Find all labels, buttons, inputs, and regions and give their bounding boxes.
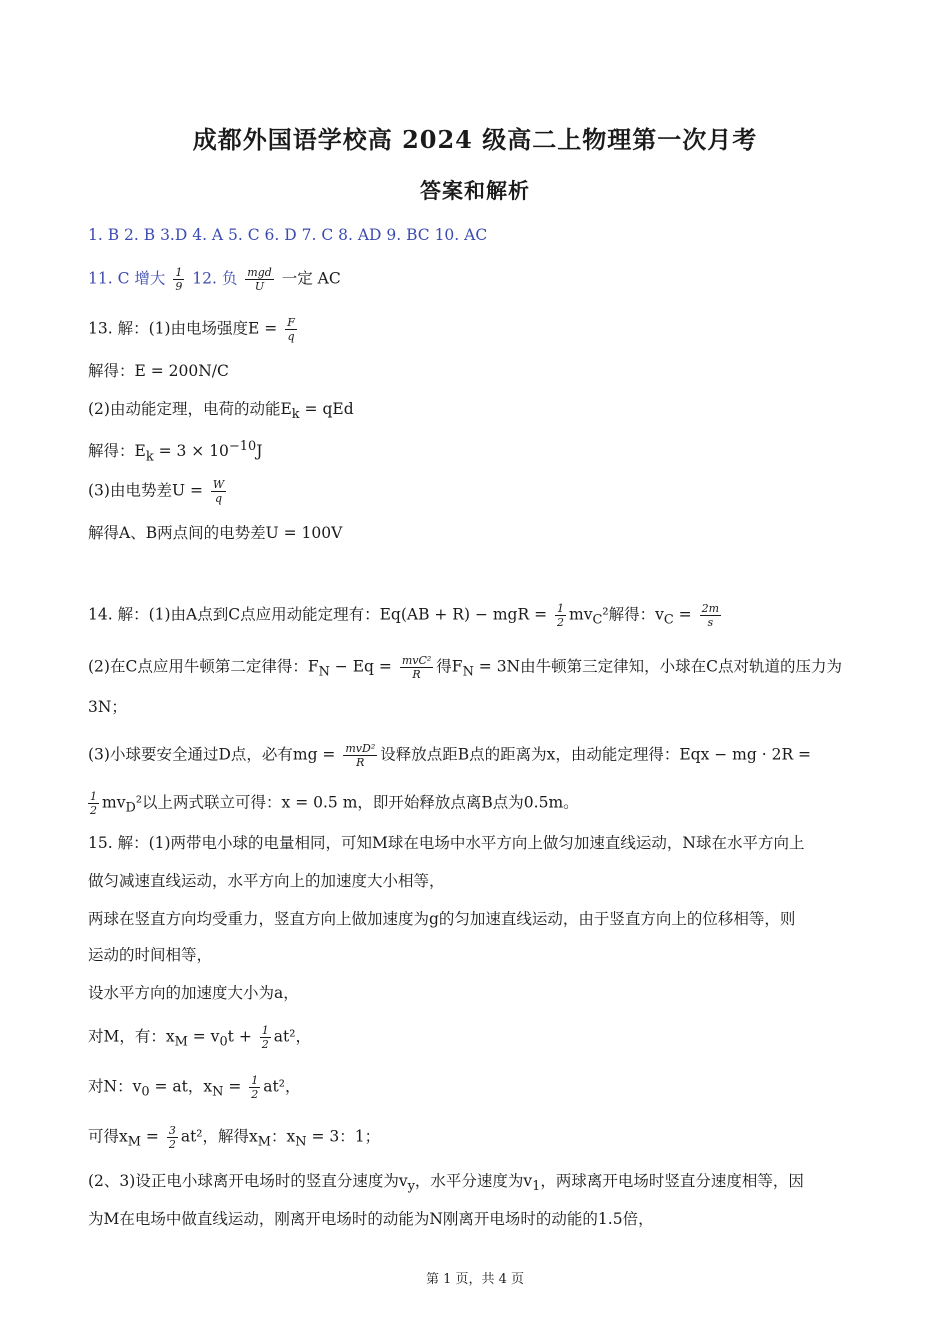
q15-line-4: 运动的时间相等， xyxy=(88,946,213,964)
q15-line-2: 做匀减速直线运动，水平方向上的加速度大小相等， xyxy=(88,872,445,890)
q14-line-1: 14. 解：(1)由A点到C点应用动能定理有：Eq(AB + R) − mgR = $\frac{1}{2}$ $mv_C^2$解得：$v_C$ = $\frac{2m}{s}$ xyxy=(88,602,720,629)
fraction: $\frac{\text{mgd}}{U}$ xyxy=(247,266,272,293)
q14-line-4: (3)小球要安全通过D点，必有mg = $\frac{\text{mvD²}}{R}$ 设释放点距B点的距离为x，由动能定理得：Eqx − mg · 2R = xyxy=(88,742,812,769)
q14-line-5: $\frac{1}{2}$ $mv_D^2$以上两式联立可得：x = 0.5 m，即开始释放点离B点为0.5m。 xyxy=(90,790,579,817)
q15-line-6: 对M，有：$x_M = v_0t$ + $\frac{1}{2}$ at²， xyxy=(88,1024,311,1051)
q15-line-10: 为M在电场中做直线运动，刚离开电场时的动能为N刚离开电场时的动能的1.5倍， xyxy=(88,1210,654,1228)
page-title: 成都外国语学校高 2024 级高二上物理第一次月考 xyxy=(192,125,758,154)
q15-line-7: 对N：$v_0$ = at，$x_N$ = $\frac{1}{2}$ at²， xyxy=(88,1074,301,1101)
q14-line-2: (2)在C点应用牛顿第二定律得：$F_N - Eq$ = $\frac{\text{mvC²}}{R}$ 得$F_N = 3N$由牛顿第三定律知，小球在C点对轨道的压力为 xyxy=(88,654,842,681)
q15-line-9: (2、3)设正电小球离开电场时的竖直分速度为$v_y$，水平分速度为$v_1$，两球离开电场时竖直分速度相等，因 xyxy=(88,1172,804,1195)
q13-line-5: (3)由电势差U = $\frac{W}{q}$ xyxy=(88,478,225,505)
page-subtitle: 答案和解析 xyxy=(420,178,530,203)
q13-line-3: (2)由动能定理，电荷的动能$E_k$ = qEd xyxy=(88,400,354,423)
q13-line-2: 解得：E = 200N/C xyxy=(88,362,229,380)
q14-line-3: 3N； xyxy=(88,698,127,716)
q15-line-3: 两球在竖直方向均受重力，竖直方向上做加速度为g的匀加速直线运动，由于竖直方向上的位移相等，则 xyxy=(88,910,796,928)
q13-line-1: 13. 解：(1)由电场强度E = $\frac{F}{q}$ xyxy=(88,316,295,343)
choice-answers: 1. B 2. B 3.D 4. A 5. C 6. D 7. C 8. AD 9. BC 10. AC xyxy=(88,226,488,244)
q13-line-4: 解得：$E_k = 3 \times 10^{-10}J$ xyxy=(88,439,263,465)
fraction: $\frac{1}{9}$ xyxy=(175,266,183,293)
q15-line-5: 设水平方向的加速度大小为a， xyxy=(88,984,299,1002)
q15-line-8: 可得$x_M$ = $\frac{3}{2}$ at²，解得$x_M$：$x_N = 3$：1； xyxy=(88,1124,381,1151)
page-footer: 第 1 页，共 4 页 xyxy=(425,1272,525,1287)
q15-line-1: 15. 解：(1)两带电小球的电量相同，可知M球在电场中水平方向上做匀加速直线运动，N球在水平方向上 xyxy=(88,834,805,852)
q13-line-6: 解得A、B两点间的电势差U = 100V xyxy=(88,524,343,542)
q11-12-answers: 11. C 增大 $\frac{1}{9}$ 12. 负 $\frac{\text{mgd}}{U}$ 一定 AC xyxy=(88,266,341,293)
